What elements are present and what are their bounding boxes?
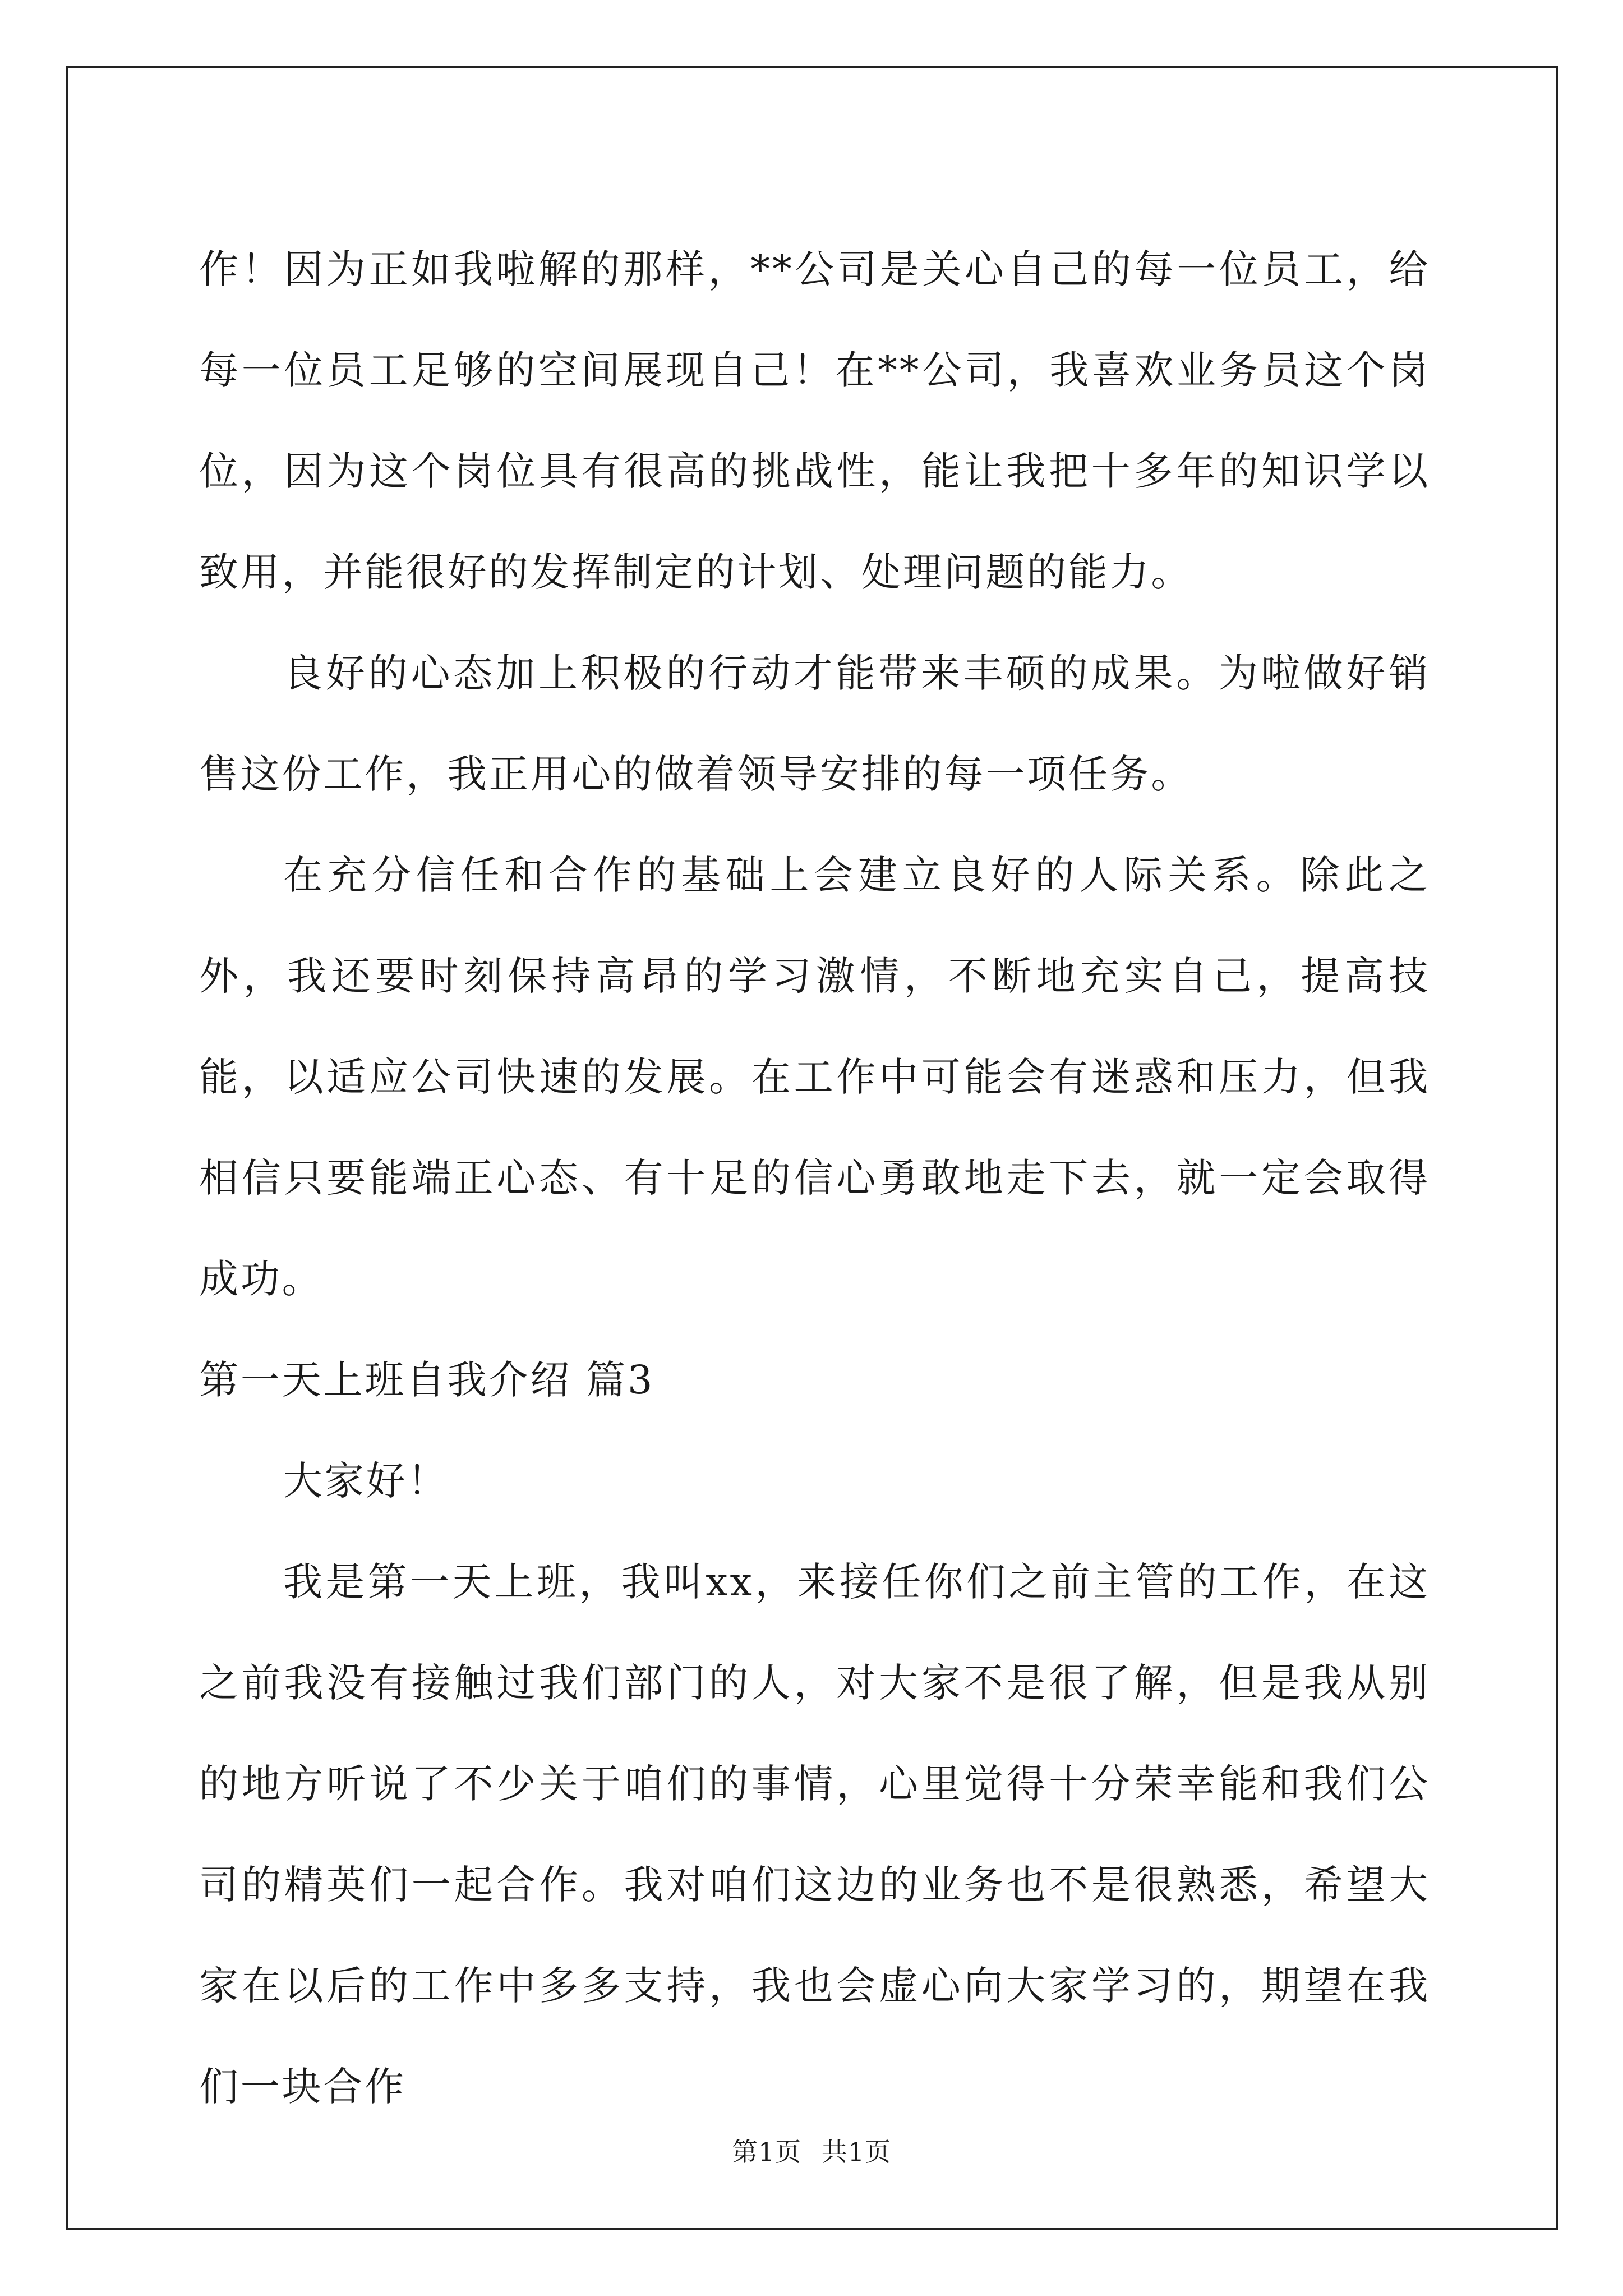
paragraph-introduction: 我是第一天上班，我叫xx，来接任你们之前主管的工作，在这之前我没有接触过我们部门的人，对大家不是很了解，但是我从别的地方听说了不少关于咱们的事情，心里觉得十分荣幸能和我们公司的精英们一起合作。我对咱们这边的业务也不是很熟悉，希望大家在以后的工作中多多支持，我也会虚心向大家学习的，期望在我们一块合作 [199,1559,1430,2110]
paragraph-greeting: 大家好！ [283,1458,449,1504]
page-footer [0,2132,1623,2169]
paragraph-relationships: 在充分信任和合作的基础上会建立良好的人际关系。除此之外，我还要时刻保持高昂的学习激情，不断地充实自己，提高技能，以适应公司快速的发展。在工作中可能会有迷惑和压力，但我相信只要能端正心态、有十足的信心勇敢地走下去，就一定会取得成功。 [199,852,1430,1302]
section-heading: 第一天上班自我介绍 篇3 [199,1357,655,1403]
paragraph-continuation: 作！因为正如我啦解的那样，**公司是关心自己的每一位员工，给每一位员工足够的空间展现自己！在**公司，我喜欢业务员这个岗位，因为这个岗位具有很高的挑战性，能让我把十多年的知识学以致用，并能很好的发挥制定的计划、处理问题的能力。 [199,246,1430,595]
document-body [199,219,1430,2137]
page-number: 第1页 [731,2137,802,2167]
page-total: 共1页 [821,2137,892,2167]
paragraph-attitude: 良好的心态加上积极的行动才能带来丰硕的成果。为啦做好销售这份工作，我正用心的做着领导安排的每一项任务。 [199,650,1430,797]
